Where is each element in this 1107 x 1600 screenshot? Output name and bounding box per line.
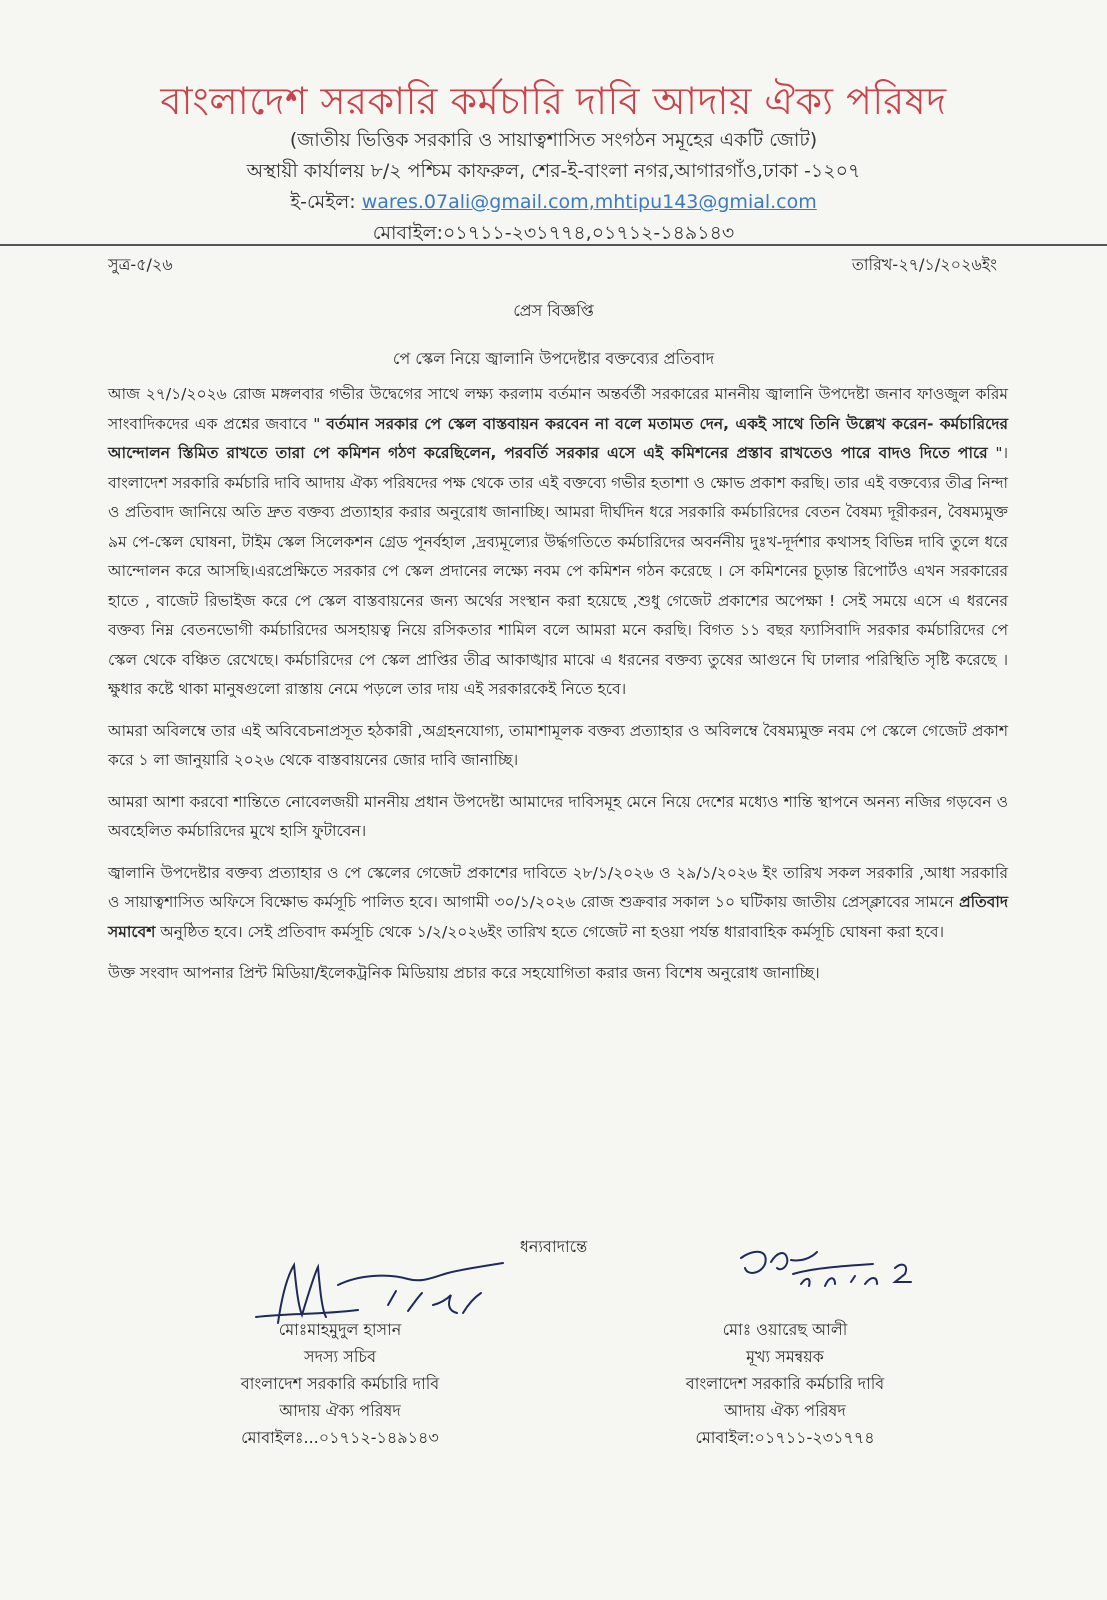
- reference-number: সুত্র-৫/২৬: [108, 255, 173, 274]
- paragraph-4-text-b: অনুষ্ঠিত হবে। সেই প্রতিবাদ কর্মসূচি থেকে ১/২/২০২৬ইং তারিখ হতে গেজেট না হওয়া পর্যন্ত ধারাবাহিক কর্মসূচি ঘোষনা করা হবে।: [155, 922, 945, 941]
- right-signatory-org-line2: আদায় ঐক্য পরিষদ: [724, 1401, 846, 1420]
- paragraph-1-bold: বর্তমান সরকার পে স্কেল বাস্তবায়ন করবেন না বলে মতামত দেন, একই সাথে তিনি উল্লেখ করেন- কর্মচারিদের আন্দোলন স্তিমিত রাখতে তারা পে কমিশন গঠণ করেছিলেন, পরবর্তি সরকার এসে এই কমিশনের প্রস্তাব রাখতেও পারে বাদও দিতে পারে: [108, 414, 1008, 462]
- office-address: অস্থায়ী কার্যালয় ৮/২ পশ্চিম কাফরুল, শের-ই-বাংলা নগর,আগারগাঁও,ঢাকা -১২০৭: [246, 160, 861, 182]
- paragraph-4-bold: প্রতিবাদ সমাবেশ: [108, 893, 1008, 941]
- left-signatory-org-line2: আদায় ঐক্য পরিষদ: [279, 1401, 401, 1420]
- paragraph-2: আমরা অবিলম্বে তার এই অবিবেচনাপ্রসূত হঠকারী ,অগ্রহনযোগ্য, তামাশামূলক বক্তব্য প্রত্যাহার ও অবিলম্বে বৈষম্যমুক্ত নবম পে স্কেলে গেজেট প্রকাশ করে ১ লা জানুয়ারি ২০২৬ থেকে বাস্তবায়নের জোর দাবি জানাচ্ছি।: [108, 721, 1008, 769]
- document-date: তারিখ-২৭/১/২০২৬ইং: [851, 255, 997, 274]
- paragraph-1-text-a: আজ ২৭/১/২০২৬ রোজ মঙ্গলবার গভীর উদ্বেগের সাথে লক্ষ্য করলাম বর্তমান অন্তর্বর্তী সরকারের মাননীয় জ্বালানি উপদেষ্টা জনাব ফাওজুল করিম সাংবাদিকদের এক প্রশ্নের জবাবে ": [108, 385, 1008, 433]
- organization-subtitle: (জাতীয় ভিত্তিক সরকারি ও সায়াত্বশাসিত সংগঠন সমূহের একটি জোট): [289, 129, 818, 151]
- right-signatory-title: মূখ্য সমন্বয়ক: [746, 1347, 824, 1366]
- organization-title: বাংলাদেশ সরকারি কর্মচারি দাবি আদায় ঐক্য পরিষদ: [160, 79, 947, 123]
- right-signatory-block: [620, 1316, 950, 1451]
- subject-line: পে স্কেল নিয়ে জ্বালানি উপদেষ্টার বক্তব্যের প্রতিবাদ: [392, 349, 715, 368]
- right-handwritten-signature: [735, 1238, 945, 1298]
- press-release-title: প্রেস বিজ্ঞপ্তি: [513, 301, 594, 320]
- paragraph-3: আমরা আশা করবো শান্তিতে নোবেলজয়ী মাননীয় প্রধান উপদেষ্টা আমাদের দাবিসমূহ মেনে নিয়ে দেশের মধ্যেও শান্তি স্থাপনে অনন্য নজির গড়বেন ও অবহেলিত কর্মচারিদের মুখে হাসি ফুটাবেন।: [108, 792, 1008, 840]
- left-signatory-mobile: মোবাইলঃ...০১৭১২-১৪৯১৪৩: [241, 1428, 439, 1447]
- paragraph-5: উক্ত সংবাদ আপনার প্রিন্ট মিডিয়া/ইলেকট্রনিক মিডিয়ায় প্রচার করে সহযোগিতা করার জন্য বিশেষ অনুরোধ জানাচ্ছি।: [108, 964, 820, 982]
- email-line: [0, 188, 1107, 220]
- header-divider: [0, 244, 1107, 246]
- closing-thanks: ধন্যবাদান্তে: [519, 1237, 588, 1256]
- email-link[interactable]: wares.07ali@gmail.com,mhtipu143@gmial.com: [361, 191, 817, 213]
- email-label: ই-মেইল:: [290, 191, 356, 213]
- right-signatory-org-line1: বাংলাদেশ সরকারি কর্মচারি দাবি: [685, 1374, 885, 1393]
- paragraph-1: [108, 380, 1008, 705]
- letter-body: [108, 380, 1008, 1001]
- left-signatory-block: [190, 1316, 490, 1451]
- mobile-numbers: মোবাইল:০১৭১১-২৩১৭৭৪,০১৭১২-১৪৯১৪৩: [372, 222, 735, 244]
- right-signatory-name: মোঃ ওয়ারেছ আলী: [722, 1320, 848, 1339]
- paragraph-4: [108, 859, 1008, 948]
- left-signatory-org-line1: বাংলাদেশ সরকারি কর্মচারি দাবি: [240, 1374, 440, 1393]
- right-signatory-mobile: মোবাইল:০১৭১১-২৩১৭৭৪: [695, 1428, 875, 1447]
- left-signatory-title: সদস্য সচিব: [304, 1347, 376, 1366]
- paragraph-1-text-b: "।বাংলাদেশ সরকারি কর্মচারি দাবি আদায় ঐক্য পরিষদের পক্ষ থেকে তার এই বক্তব্যে গভীর হতাশা ও ক্ষোভ প্রকাশ করছি। তার এই বক্তব্যের তীব্র নিন্দা ও প্রতিবাদ জানিয়ে অতি দ্রুত বক্তব্য প্রত্যাহার করার অনুরোধ জানাচ্ছি। আমরা দীর্ঘদিন ধরে সরকারি কর্মচারিদের বেতন বৈষম্য দূরীকরন, বৈষম্যমুক্ত ৯ম পে-স্কেল ঘোষনা, টাইম স্কেল সিলেকশন গ্রেড পূনর্বহাল ,দ্রব্যমূল্যের উর্দ্ধগতিতে কর্মচারিদের অবর্ননীয় দুঃখ-দূর্দশার কথাসহ বিভিন্ন দাবি তুলে ধরে আন্দোলন করে আসছি।এরপ্রেক্ষিতে সরকার পে স্কেল প্রদানের লক্ষ্যে নবম পে কমিশন গঠন করেছে । সে কমিশনের চূড়ান্ত রিপোর্টও এখন সরকারের হাতে , বাজেট রিভাইজ করে পে স্কেল বাস্তবায়নের জন্য অর্থের সংস্থান করা হয়েছে ,শুধু গেজেট প্রকাশের অপেক্ষা ! সেই সময়ে এসে এ ধরনের বক্তব্য নিম্ন বেতনভোগী কর্মচারিদের অসহায়ত্ব নিয়ে রসিকতার শামিল বলে আমরা মনে করছি। বিগত ১১ বছর ফ্যাসিবাদি সরকার কর্মচারিদের পে স্কেল থেকে বঞ্চিত রেখেছে। কর্মচারিদের পে স্কেল প্রাপ্তির তীব্র আকাঙ্খার মাঝে এ ধরনের বক্তব্য তুষের আগুনে ঘি ঢালার পরিস্থিতি সৃষ্টি করেছে । ক্ষুধার কষ্টে থাকা মানুষগুলো রাস্তায় নেমে পড়লে তার দায় এই সরকারকেই নিতে হবে।: [108, 444, 1009, 698]
- paragraph-4-text-a: জ্বালানি উপদেষ্টার বক্তব্য প্রত্যাহার ও পে স্কেলের গেজেট প্রকাশের দাবিতে ২৮/১/২০২৬ ও ২৯/১/২০২৬ ইং তারিখ সকল সরকারি ,আধা সরকারি ও সায়াত্বশাসিত অফিসে বিক্ষোভ কর্মসূচি পালিত হবে। আগামী ৩০/১/২০২৬ রোজ শুক্রবার সকাল ১০ ঘটিকায় জাতীয় প্রেস্ক্লাবের সামনে: [108, 863, 1008, 911]
- left-signatory-name: মোঃমাহমুদুল হাসান: [278, 1320, 402, 1339]
